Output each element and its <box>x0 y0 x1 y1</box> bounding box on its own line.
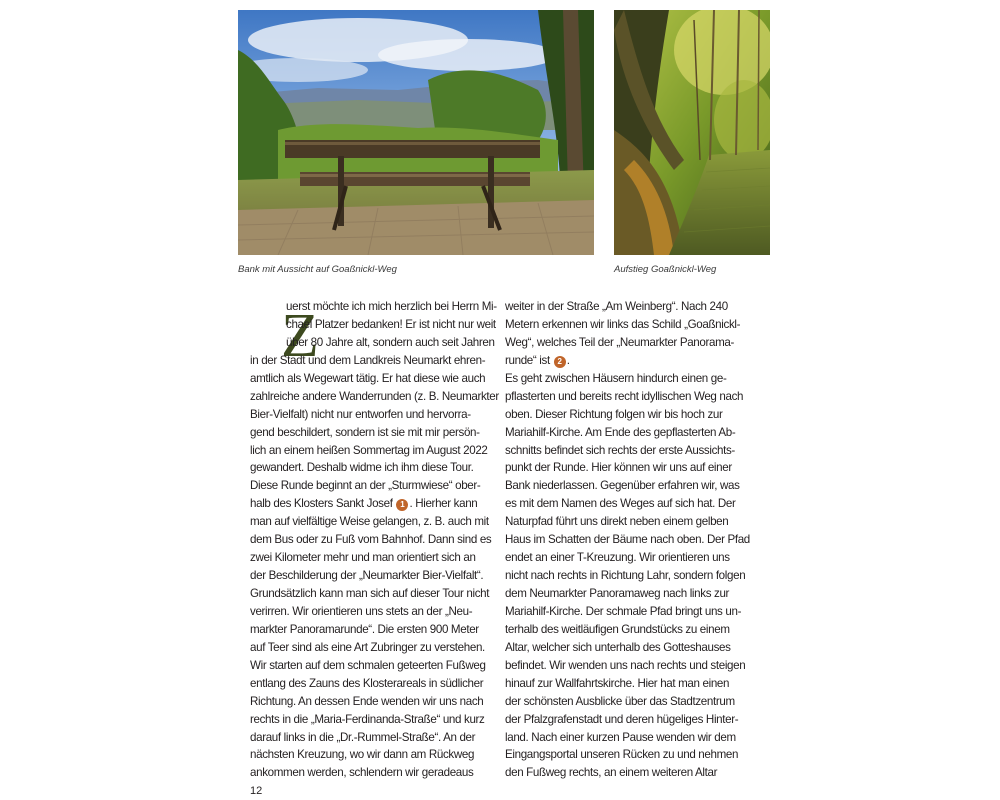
text-line: verirren. Wir orientieren uns stets an der „Neu- <box>250 604 473 618</box>
bench-landscape-image <box>238 10 594 255</box>
text-line: Richtung. An dessen Ende wenden wir uns nach <box>250 694 484 708</box>
text-line: gewandert. Deshalb widme ich ihm diese Tour. <box>250 461 474 475</box>
text-line: chael Platzer bedanken! Er ist nicht nur weit <box>286 317 496 331</box>
text-line: den Fußweg rechts, an einem weiteren Altar <box>505 766 718 780</box>
text-line: lich an einem heißen Sommertag im August 2022 <box>250 443 488 457</box>
route-marker-badge: 2 <box>554 356 566 368</box>
text-line: auf Teer sind als eine Art Zubringer zu verstehen. <box>250 640 485 654</box>
text-line: gend beschildert, sondern ist sie mit mir persön- <box>250 425 480 439</box>
text-fragment: runde“ ist <box>505 353 553 367</box>
text-line <box>250 495 485 513</box>
text-line <box>505 352 710 370</box>
text-line: oben. Dieser Richtung folgen wir bis hoch zur <box>505 407 723 421</box>
text-line: über 80 Jahre alt, sondern auch seit Jahren <box>286 335 495 349</box>
text-line: der Beschilderung der „Neumarkter Bier-Vielfalt“. <box>250 569 484 583</box>
text-fragment: halb des Klosters Sankt Josef <box>250 497 396 511</box>
text-line: Haus im Schatten der Bäume nach oben. Der Pfad <box>505 533 750 547</box>
text-line: land. Nach einer kurzen Pause wenden wir dem <box>505 730 736 744</box>
text-line: Es geht zwischen Häusern hindurch einen ge- <box>505 371 727 385</box>
text-column-right <box>505 298 750 782</box>
text-line: dem Bus oder zu Fuß vom Bahnhof. Dann sind es <box>250 533 492 547</box>
text-column-left <box>250 298 499 782</box>
text-line: rechts in die „Maria-Ferdinanda-Straße“ und kurz <box>250 712 485 726</box>
caption-bench: Bank mit Aussicht auf Goaßnickl-Weg <box>238 264 397 275</box>
text-line: Weg“, welches Teil der „Neumarkter Panorama- <box>505 335 735 349</box>
text-line: zwei Kilometer mehr und man orientiert sich an <box>250 551 476 565</box>
text-line: Altar, welcher sich unterhalb des Gotteshauses <box>505 640 731 654</box>
text-line: Diese Runde beginnt an der „Sturmwiese“ ober- <box>250 479 481 493</box>
text-line: schnitts befindet sich rechts der erste Aussichts- <box>505 443 735 457</box>
text-line: darauf links in die „Dr.-Rummel-Straße“. An der <box>250 730 476 744</box>
text-fragment: . <box>566 353 570 367</box>
text-line: punkt der Runde. Hier können wir uns auf einer <box>505 461 732 475</box>
photo-forest-path <box>614 10 770 255</box>
route-marker-badge: 1 <box>396 499 408 511</box>
drop-cap: Z <box>281 302 319 370</box>
text-line: dem Neumarkter Panoramaweg nach links zur <box>505 587 730 600</box>
text-line: Wir starten auf dem schmalen geteerten Fußweg <box>250 658 486 672</box>
text-line: weiter in der Straße „Am Weinberg“. Nach 240 <box>505 300 728 313</box>
text-line: ankommen werden, schlendern wir geradeaus <box>250 766 474 780</box>
text-line: Naturpfad führt uns direkt neben einem gelben <box>505 515 729 529</box>
text-line: Eingangsportal unseren Rücken zu und nehmen <box>505 748 739 762</box>
text-line: Bier-Vielfalt) nicht nur entworfen und hervorra- <box>250 407 471 421</box>
text-line: zahlreiche andere Wanderrunden (z. B. Neumarkter <box>250 389 499 403</box>
text-line: nächsten Kreuzung, wo wir dann am Rückweg <box>250 748 475 762</box>
forest-path-image <box>614 10 770 255</box>
text-line: amtlich als Wegewart tätig. Er hat diese wie auch <box>250 371 486 385</box>
text-line: nicht nach rechts in Richtung Lahr, sondern folgen <box>505 569 746 583</box>
text-line: uerst möchte ich mich herzlich bei Herrn Mi- <box>286 300 497 313</box>
text-line: markter Panoramarunde“. Die ersten 900 Meter <box>250 622 479 636</box>
photo-bench-view <box>238 10 594 255</box>
text-line: hinauf zur Wallfahrtskirche. Hier hat man einen <box>505 676 730 690</box>
text-line: der Pfalzgrafenstadt und deren hügeliges Hinter- <box>505 712 739 726</box>
text-line: Mariahilf-Kirche. Am Ende des gepflasterten Ab- <box>505 425 736 439</box>
text-line: Bank niederlassen. Gegenüber erfahren wir, was <box>505 479 740 493</box>
text-line: in der Stadt und dem Landkreis Neumarkt ehren- <box>250 353 486 367</box>
text-line: befindet. Wir wenden uns nach rechts und steigen <box>505 658 746 672</box>
text-line: entlang des Zauns des Klosterareals in südlicher <box>250 676 484 690</box>
text-line: terhalb des weitläufigen Grundstücks zu einem <box>505 622 730 636</box>
page-number: 12 <box>250 785 263 797</box>
text-line: pflasterten und bereits recht idyllischen Weg nach <box>505 389 744 403</box>
caption-path: Aufstieg Goaßnickl-Weg <box>614 264 717 275</box>
text-line: der schönsten Ausblicke über das Stadtzentrum <box>505 694 735 708</box>
text-line: Metern erkennen wir links das Schild „Goaßnickl- <box>505 317 741 331</box>
text-line: es mit dem Namen des Weges auf sich hat. Der <box>505 497 736 511</box>
text-line: Mariahilf-Kirche. Der schmale Pfad bringt uns un- <box>505 604 742 618</box>
text-line: Grundsätzlich kann man sich auf dieser Tour nicht <box>250 587 490 600</box>
text-line: man auf vielfältige Weise gelangen, z. B. auch mit <box>250 515 489 529</box>
text-line: endet an einer T-Kreuzung. Wir orientieren uns <box>505 551 730 565</box>
text-fragment: . Hierher kann <box>409 497 478 511</box>
